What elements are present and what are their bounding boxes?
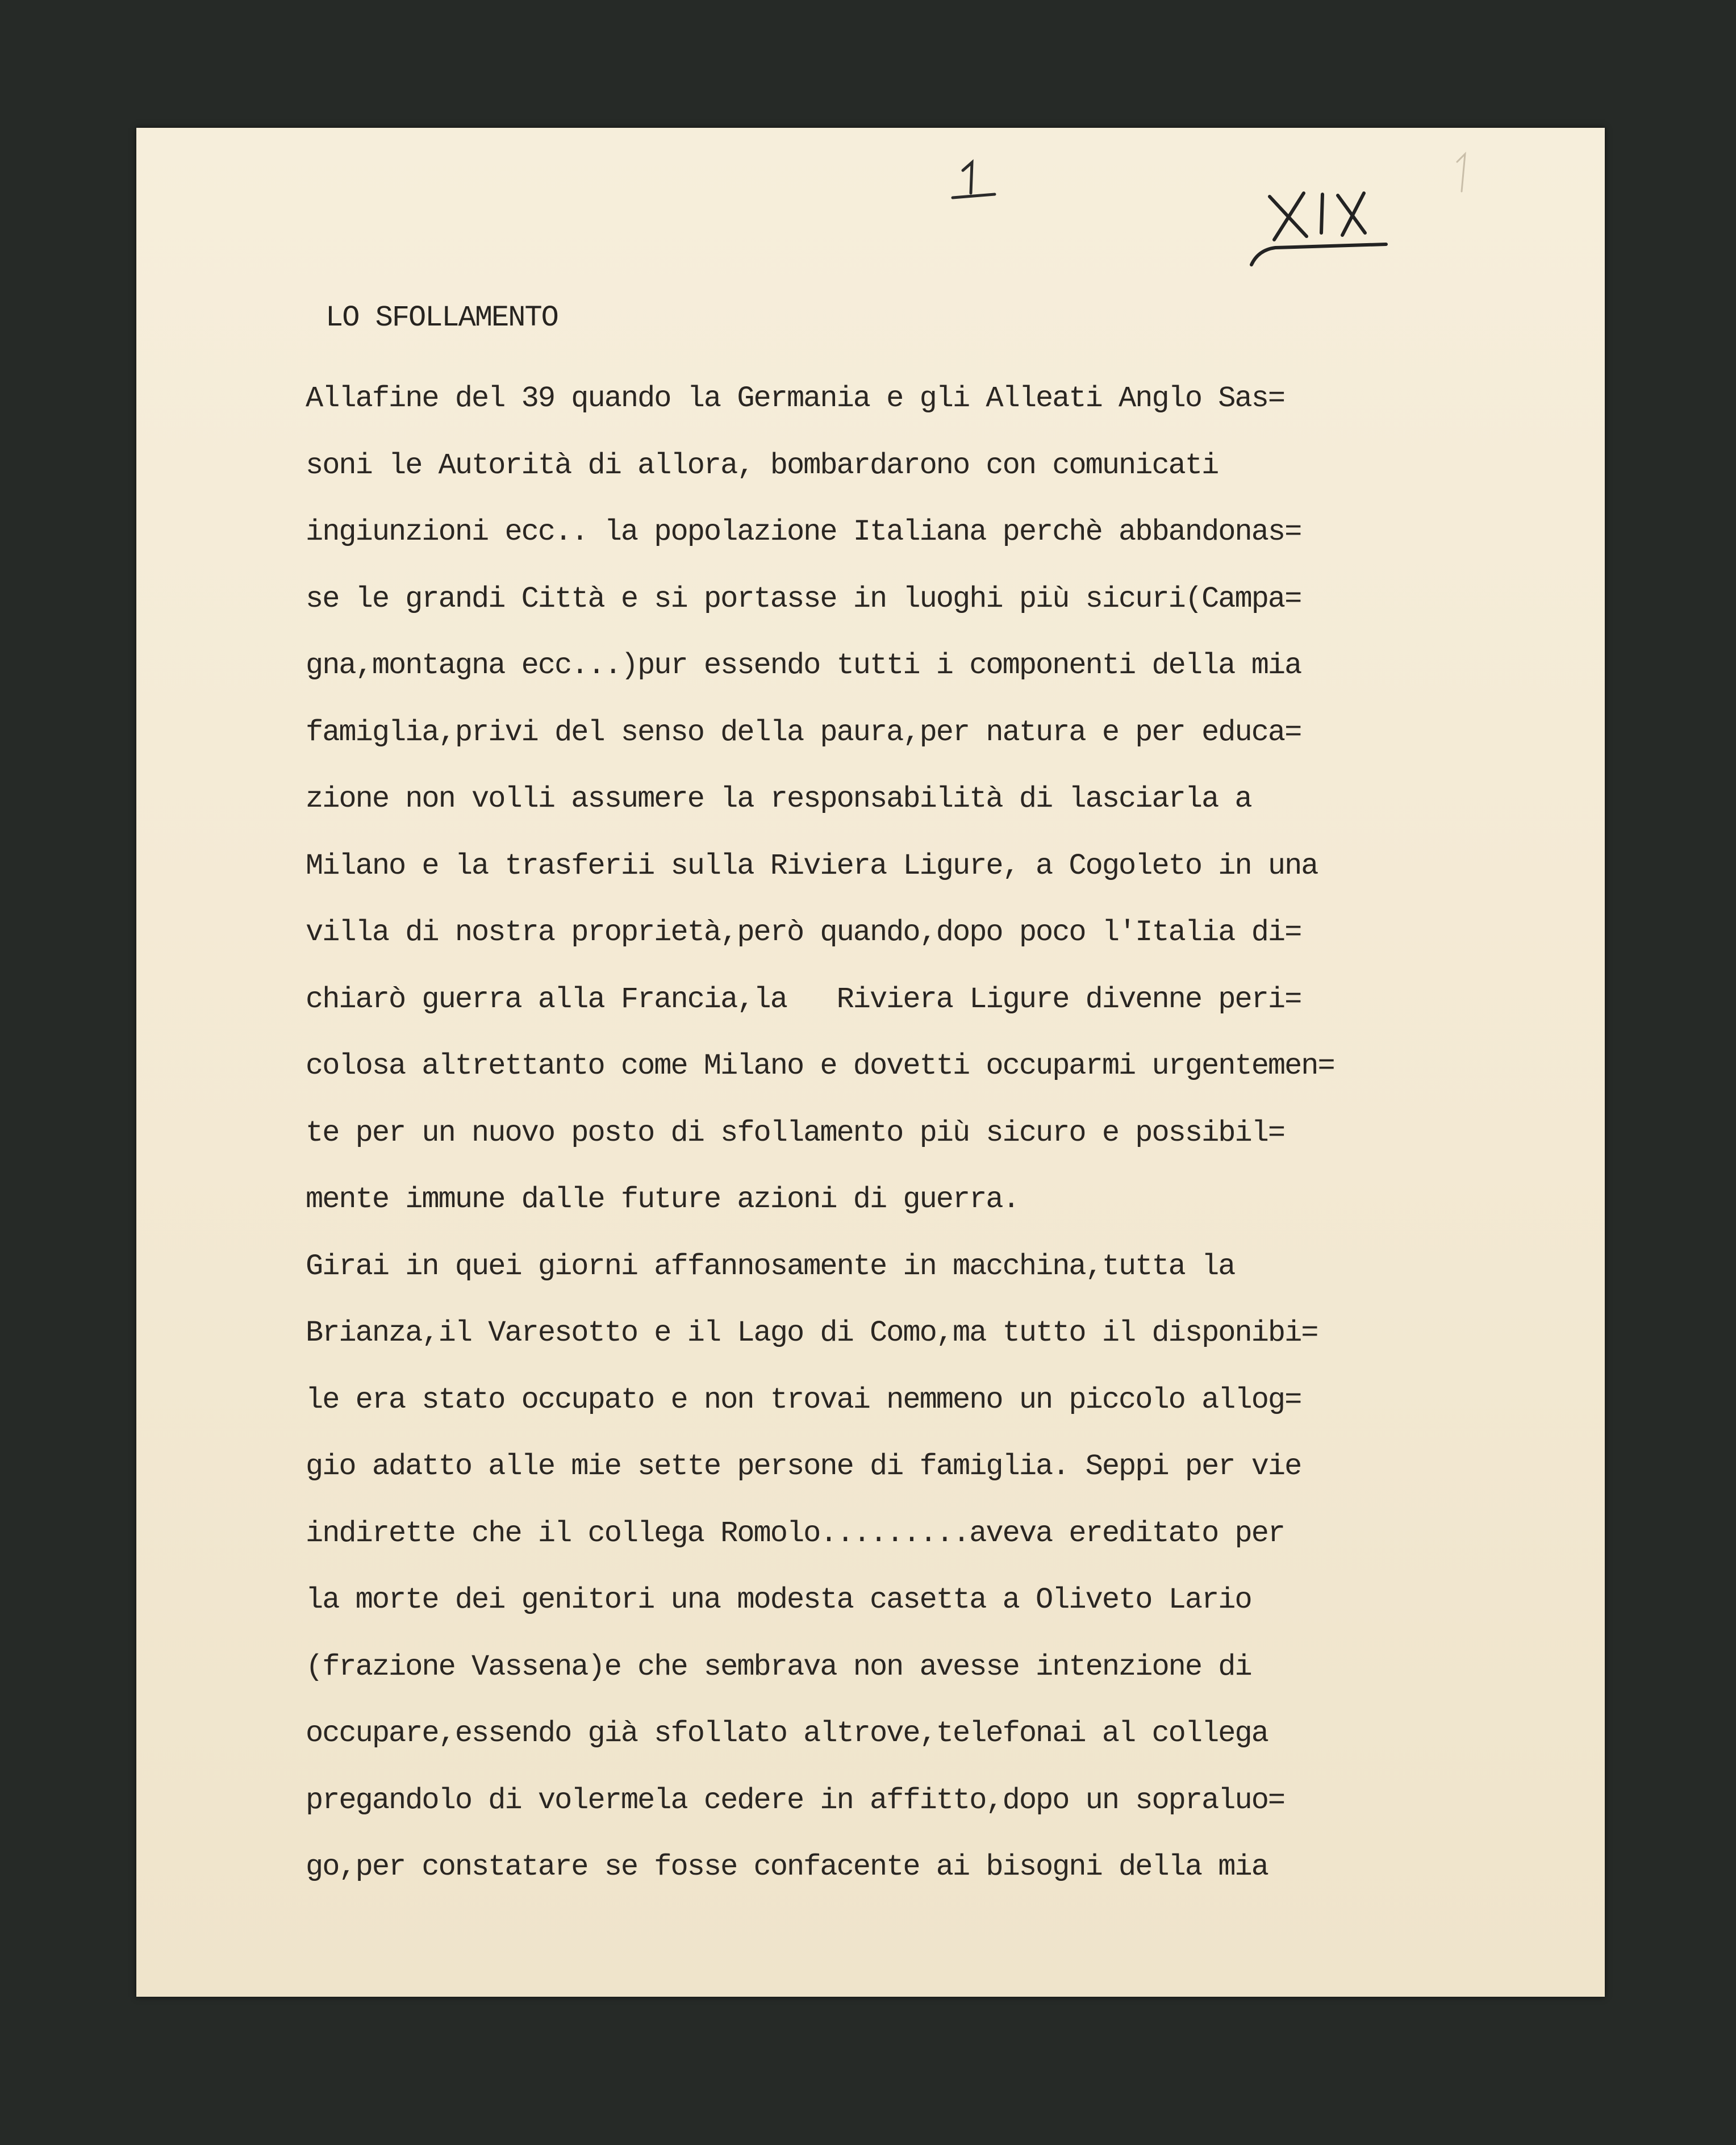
text-line: occupare,essendo già sfollato altrove,telefonai al collega [306,1717,1268,1750]
text-line: gna,montagna ecc...)pur essendo tutti i componenti della mia [306,649,1301,682]
text-line: mente immune dalle future azioni di guerra. [306,1183,1019,1216]
text-line: se le grandi Città e si portasse in luoghi più sicuri(Campa= [306,582,1301,616]
faint-pencil-folio-number [1451,151,1474,196]
text-line: famiglia,privi del senso della paura,per natura e per educa= [306,715,1301,749]
text-line: Allafine del 39 quando la Germania e gli Alleati Anglo Sas= [306,382,1285,415]
text-line: go,per constatare se fosse confacente ai bisogni della mia [306,1850,1268,1884]
text-line: le era stato occupato e non trovai nemmeno un piccolo allog= [306,1383,1301,1417]
handwritten-folio-number [946,158,997,203]
text-line: chiarò guerra alla Francia,la Riviera Ligure divenne peri= [306,982,1301,1016]
text-line: (frazione Vassena)e che sembrava non avesse intenzione di [306,1650,1251,1684]
text-line: Brianza,il Varesotto e il Lago di Como,ma tutto il disponibi= [306,1316,1318,1350]
text-line: la morte dei genitori una modesta casetta a Oliveto Lario [306,1583,1251,1617]
text-line: Milano e la trasferii sulla Riviera Ligure, a Cogoleto in una [306,849,1318,883]
text-line: indirette che il collega Romolo.........aveva ereditato per [306,1516,1285,1550]
text-line: soni le Autorità di allora, bombardarono con comunicati [306,448,1218,482]
text-line: gio adatto alle mie sette persone di famiglia. Seppi per vie [306,1450,1301,1483]
handwritten-roman-numeral [1247,181,1395,272]
document-title: LO SFOLLAMENTO [326,301,558,335]
text-line: zione non volli assumere la responsabilità di lasciarla a [306,782,1251,816]
text-line: Girai in quei giorni affannosamente in macchina,tutta la [306,1249,1235,1283]
text-line: te per un nuovo posto di sfollamento più sicuro e possibil= [306,1116,1285,1150]
text-line: pregandolo di volermela cedere in affitto,dopo un sopraluo= [306,1783,1285,1817]
text-line: villa di nostra proprietà,però quando,dopo poco l'Italia di= [306,916,1301,949]
text-line: colosa altrettanto come Milano e dovetti occuparmi urgentemen= [306,1049,1334,1083]
typewritten-body [306,365,1334,1901]
text-line: ingiunzioni ecc.. la popolazione Italiana perchè abbandonas= [306,515,1301,549]
